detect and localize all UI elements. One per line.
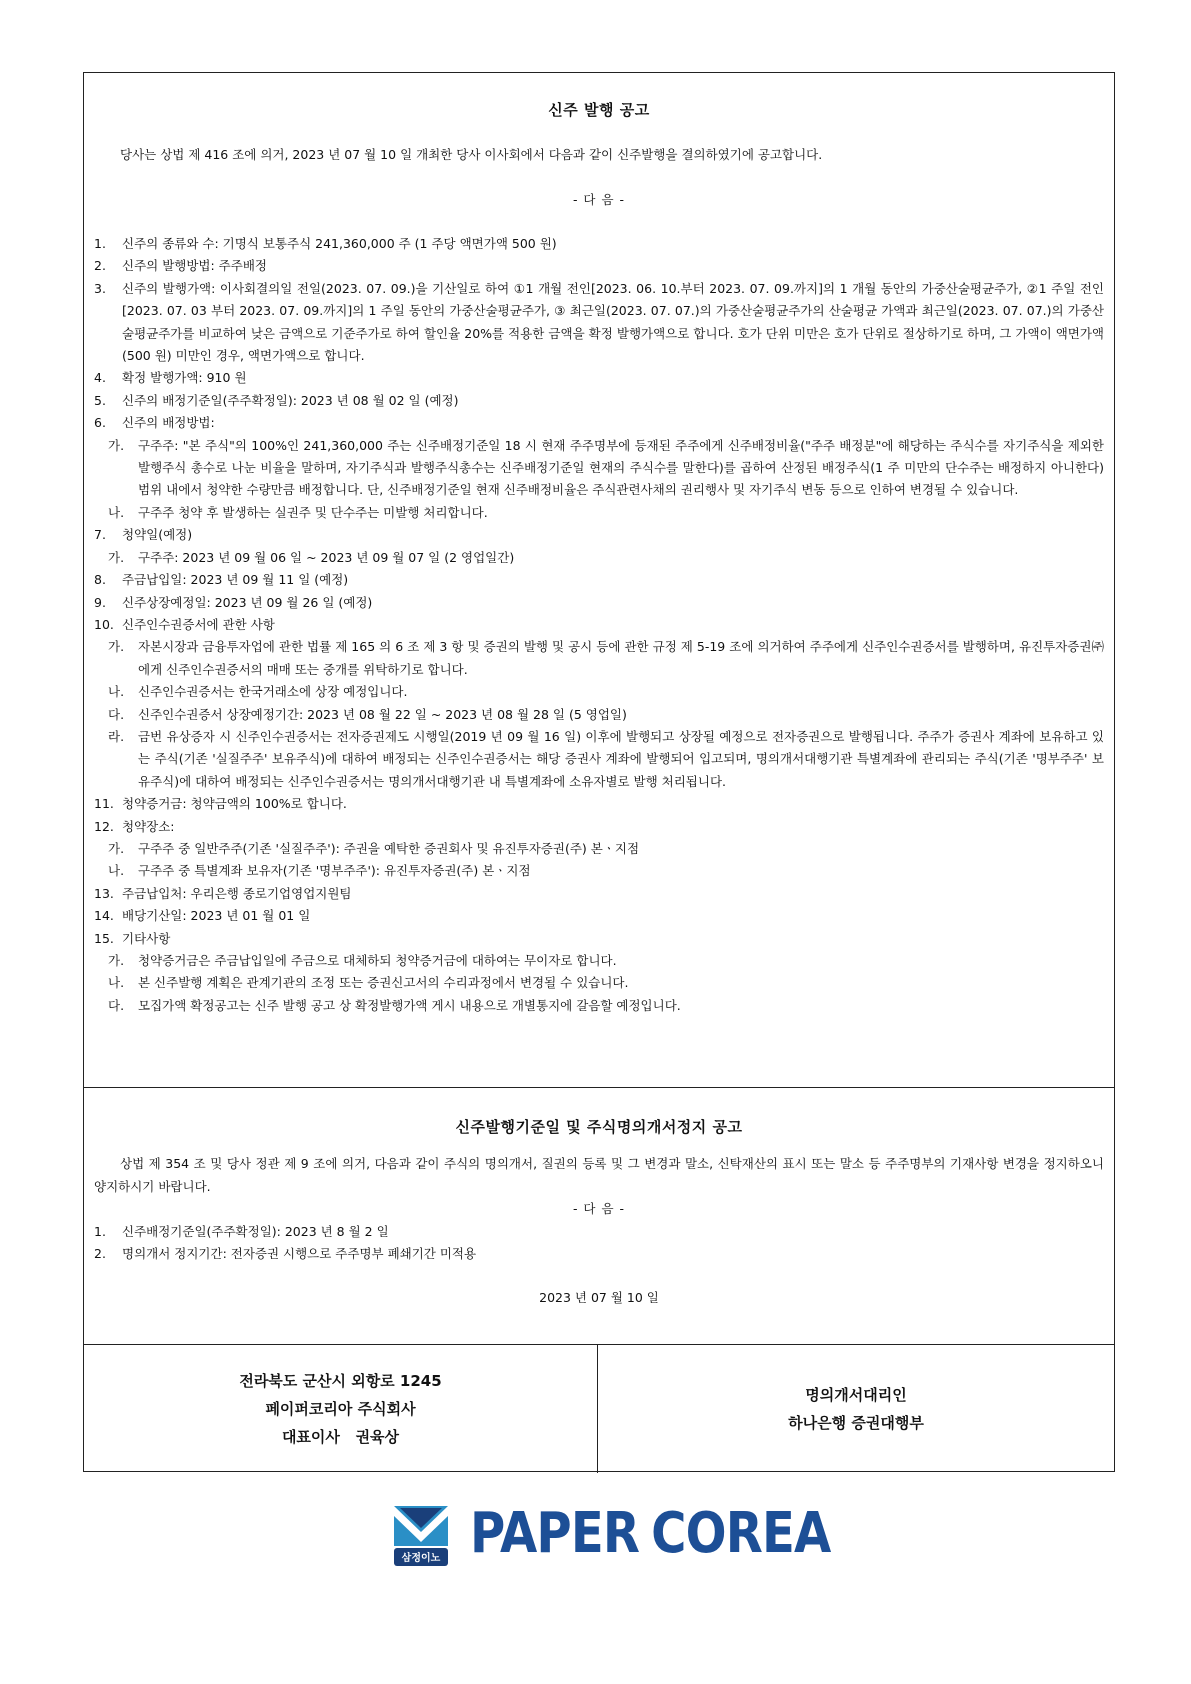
numbered-item <box>94 928 1104 950</box>
item-number: 8. <box>94 572 106 588</box>
sub-item-marker: 나. <box>108 504 125 520</box>
notice-title: 신주발행기준일 및 주식명의개서정지 공고 <box>455 1118 743 1136</box>
item-text: 신주의 배정방법: <box>122 415 215 431</box>
numbered-item <box>94 412 1104 434</box>
item-text: 신주의 종류와 수: 기명식 보통주식 241,360,000 주 (1 주당 액면가액 500 원) <box>122 236 557 251</box>
transfer-agent <box>598 1345 1114 1473</box>
record-date-notice <box>84 1088 1114 1345</box>
numbered-item <box>94 1221 1104 1243</box>
numbered-item <box>94 390 1104 412</box>
item-text: 신주인수권증서에 관한 사항 <box>122 616 275 632</box>
item-number: 1. <box>94 236 106 251</box>
separator: - 다 음 - <box>572 1201 626 1216</box>
sub-item-marker: 가. <box>108 437 125 453</box>
sub-item-marker: 가. <box>108 840 125 856</box>
agent-name: 하나은행 증권대행부 <box>788 1414 924 1432</box>
company-ceo: 대표이사 권육상 <box>281 1428 400 1446</box>
sub-item <box>94 681 1104 703</box>
item-text: 명의개서 정지기간: 전자증권 시행으로 주주명부 폐쇄기간 미적용 <box>122 1245 477 1261</box>
notice-document <box>83 72 1115 1472</box>
item-text: 구주주 중 특별계좌 보유자(기존 '명부주주'): 유진투자증권(주) 본ㆍ지점 <box>138 863 531 879</box>
sub-item-marker: 가. <box>108 549 125 565</box>
item-text: 금번 유상증자 시 신주인수권증서는 전자증권제도 시행일(2019 년 09 월 16 일) 이후에 발행되고 상장될 예정으로 전자증권으로 발행됩니다. 주주가 증권사 계좌에 보유하고 있는 주식(기존 '실질주주' 보유주식)에 대하여 배정되는 신주인수권증서는 해당 증권사 계좌에 발행되어 입고되며, 명의개서대행기관 특별계좌에 관리되는 주식(기존 '명부주주' 보유주식)에 대하여 배정되는 신주인수권증서는 명의개서대행기관 내 특별계좌에 소유자별로 발행 처리됩니다. <box>138 728 1104 789</box>
sub-item <box>94 860 1104 882</box>
company-name: 페이퍼코리아 주식회사 <box>265 1400 416 1418</box>
sub-item <box>94 636 1104 681</box>
item-text: 구주주 청약 후 발생하는 실권주 및 단수주는 미발행 처리합니다. <box>138 504 488 520</box>
item-number: 1. <box>94 1223 106 1239</box>
item-number: 13. <box>94 885 114 901</box>
sub-item-marker: 다. <box>108 997 125 1013</box>
sub-item-marker: 나. <box>108 684 125 700</box>
sub-item-marker: 라. <box>108 728 125 744</box>
company-address: 전라북도 군산시 외항로 1245 <box>239 1372 442 1390</box>
item-text: 본 신주발행 계획은 관계기관의 조정 또는 증권신고서의 수리과정에서 변경될 수 있습니다. <box>138 975 629 991</box>
sub-item <box>94 547 1104 569</box>
item-text: 신주상장예정일: 2023 년 09 월 26 일 (예정) <box>122 594 373 610</box>
sub-item-marker: 가. <box>108 953 125 968</box>
item-text: 구주주 중 일반주주(기존 '실질주주'): 주권을 예탁한 증권회사 및 유진투자증권(주) 본ㆍ지점 <box>138 840 640 856</box>
sub-item <box>94 995 1104 1017</box>
sub-item <box>94 435 1104 502</box>
item-number: 9. <box>94 594 106 610</box>
item-number: 14. <box>94 908 114 924</box>
emblem-caption: 삼정이노 <box>401 1553 441 1564</box>
item-number: 5. <box>94 392 106 408</box>
numbered-item <box>94 883 1104 905</box>
item-text: 신주인수권증서는 한국거래소에 상장 예정입니다. <box>138 684 408 700</box>
numbered-item <box>94 278 1104 368</box>
item-text: 청약증거금은 주금납입일에 주금으로 대체하되 청약증거금에 대하여는 무이자로 합니다. <box>138 953 617 968</box>
item-number: 2. <box>94 1245 106 1261</box>
sub-item <box>94 502 1104 524</box>
item-number: 11. <box>94 796 114 812</box>
sub-item <box>94 726 1104 793</box>
sub-item-marker: 다. <box>108 706 125 722</box>
item-text: 자본시장과 금융투자업에 관한 법률 제 165 의 6 조 제 3 항 및 증권의 발행 및 공시 등에 관한 규정 제 5-19 조에 의거하여 주주에게 신주인수권증서를 발행하며, 유진투자증권㈜에게 신주인수권증서의 매매 또는 중개를 위탁하기로 합니다. <box>138 639 1104 677</box>
notice-item-list <box>94 233 1104 1017</box>
sub-item-marker: 나. <box>108 863 125 879</box>
item-number: 2. <box>94 258 106 274</box>
item-text: 청약일(예정) <box>122 527 193 543</box>
logo-wordmark <box>470 1501 831 1566</box>
item-text: 주금납입일: 2023 년 09 월 11 일 (예정) <box>122 572 349 588</box>
item-number: 10. <box>94 616 114 632</box>
company-emblem-icon <box>390 1504 454 1570</box>
item-number: 7. <box>94 527 106 543</box>
item-text: 신주의 배정기준일(주주확정일): 2023 년 08 월 02 일 (예정) <box>122 392 459 408</box>
item-number: 3. <box>94 280 106 296</box>
item-number: 15. <box>94 930 114 946</box>
sub-item-marker: 가. <box>108 639 125 655</box>
item-text: 모집가액 확정공고는 신주 발행 공고 상 확정발행가액 게시 내용으로 개별통지에 갈음할 예정입니다. <box>138 997 681 1013</box>
paper-corea-logo <box>390 1501 831 1568</box>
sub-item <box>94 704 1104 726</box>
item-number: 12. <box>94 818 114 834</box>
notice-intro: 당사는 상법 제 416 조에 의거, 2023 년 07 월 10 일 개최한 당사 이사회에서 다음과 같이 신주발행을 결의하였기에 공고합니다. <box>120 147 823 162</box>
item-text: 구주주: "본 주식"의 100%인 241,360,000 주는 신주배정기준일 18 시 현재 주주명부에 등재된 주주에게 신주배정비율("주주 배정분"에 해당하는 주식수를 자기주식을 제외한 발행주식 총수로 나눈 비율을 말하며, 자기주식과 발행주식총수는 신주배정기준일 현재의 주식수를 말한다)를 곱하여 산정된 배정주식(1 주 미만의 단수주는 배정하지 아니한다) 범위 내에서 청약한 수량만큼 배정합니다. 단, 신주배정기준일 현재 신주배정비율은 주식관련사채의 권리행사 및 자기주식 변동 등으로 인하여 변경될 수 있습니다. <box>138 437 1104 498</box>
item-text: 청약증거금: 청약금액의 100%로 합니다. <box>122 796 347 812</box>
notice-title: 신주 발행 공고 <box>548 101 650 119</box>
item-text: 구주주: 2023 년 09 월 06 일 ~ 2023 년 09 월 07 일 (2 영업일간) <box>138 549 515 565</box>
signature-block <box>84 1345 1114 1473</box>
notice-item-list <box>94 1221 1104 1266</box>
item-number: 4. <box>94 370 106 386</box>
numbered-item <box>94 524 1104 546</box>
sub-item-marker: 나. <box>108 975 125 991</box>
sub-item <box>94 972 1104 994</box>
notice-date: 2023 년 07 월 10 일 <box>539 1290 659 1306</box>
numbered-item <box>94 367 1104 389</box>
item-text: 기타사항 <box>122 930 171 946</box>
sub-item <box>94 950 1104 972</box>
numbered-item <box>94 592 1104 614</box>
numbered-item <box>94 569 1104 591</box>
numbered-item <box>94 1243 1104 1265</box>
item-text: 신주의 발행방법: 주주배정 <box>122 258 267 274</box>
item-text: 배당기산일: 2023 년 01 월 01 일 <box>122 908 311 924</box>
item-text: 확정 발행가액: 910 원 <box>122 370 247 386</box>
item-text: 청약장소: <box>122 818 175 834</box>
item-text: 신주배정기준일(주주확정일): 2023 년 8 월 2 일 <box>122 1223 389 1239</box>
notice-intro: 상법 제 354 조 및 당사 정관 제 9 조에 의거, 다음과 같이 주식의 명의개서, 질권의 등록 및 그 변경과 말소, 신탁재산의 표시 또는 말소 등 주주명부의 기재사항 변경을 정지하오니 양지하시기 바랍니다. <box>94 1156 1104 1194</box>
separator: - 다 음 - <box>572 191 626 207</box>
numbered-item <box>94 793 1104 815</box>
logo-text-paper: PAPER <box>470 1501 640 1566</box>
numbered-item <box>94 816 1104 838</box>
item-text: 신주의 발행가액: 이사회결의일 전일(2023. 07. 09.)을 기산일로 하여 ①1 개월 전인[2023. 06. 10.부터 2023. 07. 09.까지]의 1 개월 동안의 가중산술평균주가, ②1 주일 전인[2023. 07. 03 부터 2023. 07. 09.까지]의 1 주일 동안의 가중산술평균주가, ③ 최근일(2023. 07. 07.)의 가중산술평균주가의 산술평균 가액과 최근일(2023. 07. 07.)의 가중산술평균주가를 비교하여 낮은 금액으로 기준주가로 하여 할인율 20%를 적용한 금액을 확정 발행가액으로 합니다. 호가 단위 미만은 호가 단위로 절상하기로 하며, 그 가액이 액면가액(500 원) 미만인 경우, 액면가액으로 합니다. <box>122 280 1104 364</box>
item-number: 6. <box>94 415 106 431</box>
sub-item <box>94 838 1104 860</box>
numbered-item <box>94 255 1104 277</box>
company-signature <box>84 1345 598 1473</box>
numbered-item <box>94 905 1104 927</box>
new-share-issuance-notice <box>84 73 1114 1088</box>
numbered-item <box>94 614 1104 636</box>
agent-title: 명의개서대리인 <box>805 1386 907 1404</box>
item-text: 신주인수권증서 상장예정기간: 2023 년 08 월 22 일 ~ 2023 년 08 월 28 일 (5 영업일) <box>138 706 627 722</box>
item-text: 주금납입처: 우리은행 종로기업영업지원팀 <box>122 885 352 901</box>
logo-text-corea: COREA <box>651 1501 831 1566</box>
numbered-item <box>94 233 1104 255</box>
